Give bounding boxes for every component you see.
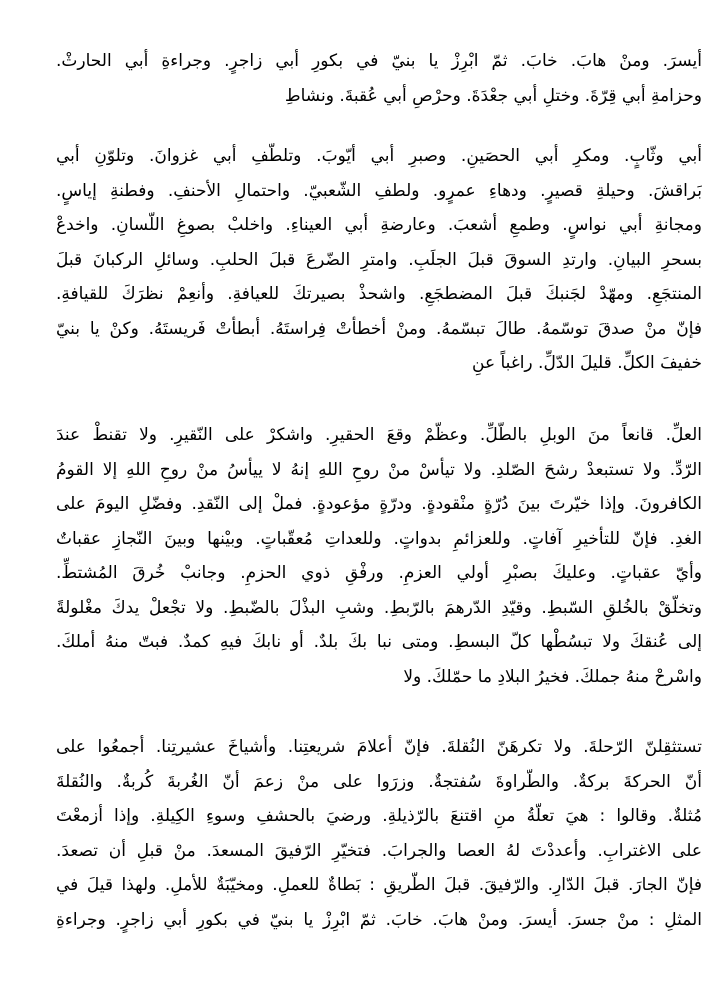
paragraph-2 — [56, 139, 702, 381]
text-line: أبي وثّابٍ. ومكرِ أبي الحصَينِ. وصبرِ أبي أيّوبَ. وتلطّفِ أبي غزوانَ. وتلوّنِ أبي — [56, 146, 702, 166]
paragraph-3 — [56, 418, 702, 694]
text-line: بَراقشَ. وحيلةِ قصيرٍ. ودهاءِ عمرٍو. ولطفِ الشّعبيّ. واحتمالِ الأحنفِ. وفطنةِ إياسٍ. — [56, 180, 702, 201]
paragraph-1 — [56, 44, 702, 113]
text-line: إلى عُنقكَ ولا تبسُطْها كلّ البسطِ. ومتى نبا بكَ بلدٌ. أو نابكَ فيهِ كمدٌ. فبتّ منهُ أملكَ. — [56, 632, 702, 652]
text-line: الرّدِّ. ولا تستبعدْ رشحَ الصّلدِ. ولا تيأسْ منْ روحِ اللهِ إنهُ لا ييأسُ منْ روحِ اللهِ إلا القومُ — [56, 459, 702, 480]
text-line: المنتجَعِ. ومهّدْ لجَنبكَ قبلَ المضطجَعِ. واشحذْ بصيرتكَ للعيافةِ. وأنعِمْ نظرَكَ للقيافةِ. — [56, 284, 702, 304]
text-line: وأيّ عقباتٍ. وعليكَ بصبْرِ أولي العزمِ. ورفْقِ ذوي الحزمِ. وجانبْ خُرقَ المُشتطِّ. — [56, 563, 702, 583]
text-line: ومجانةِ أبي نواسٍ. وطمعِ أشعبَ. وعارضةِ أبي العيناءِ. واخلبْ بصوغِ اللّسانِ. واخدعْ — [56, 215, 702, 235]
text-line: واسْرحْ منهُ جملكَ. فخيرُ البلادِ ما حمّلكَ. ولا — [403, 666, 702, 687]
text-line: المثلِ : منْ جسرَ. أيسرَ. ومنْ هابَ. خابَ. ثمّ ابْرِزْ يا بنيّ في بكورِ أبي زاجرٍ. وجراءةِ — [56, 909, 702, 930]
text-line: أنّ الحركةَ بركةٌ. والطّراوةَ سُفتجةٌ. وزرَوا على منْ زعمَ أنّ الغُربةَ كُربةٌ. والنُقلةَ — [56, 771, 702, 792]
text-line: العلِّ. قانعاً منَ الوبلِ بالطّلِّ. وعظّمْ وقعَ الحقيرِ. واشكرْ على النّقيرِ. ولا تقنطْ عندَ — [56, 425, 702, 445]
text-line: الكافرونَ. وإذا خيّرتَ بينَ دُرّةٍ منْقودةٍ. ودرّةٍ مؤعودةٍ. فملْ إلى النّقدِ. وفضّلِ اليومَ على — [56, 494, 702, 514]
text-line: على الاغترابِ. وأعددْتَ لهُ العصا والجرابَ. فتخيّرِ الرّفيقَ المسعدَ. منْ قبلِ أن تصعدَ. — [56, 840, 702, 861]
text-line: خفيفَ الكلِّ. قليلَ الدّلِّ. راغباً عنِ — [472, 353, 702, 373]
text-line: مُثلةٌ. وقالوا : هيَ تعلّةُ منِ اقتنعَ بالرّذيلةِ. ورضيَ بالحشفِ وسوءِ الكِيلةِ. وإذا أزمعْتَ — [56, 806, 702, 826]
text-line: أيسرَ. ومنْ هابَ. خابَ. ثمّ ابْرِزْ يا بنيّ في بكورِ أبي زاجرٍ. وجراءةِ أبي الحارثْ. — [56, 51, 702, 71]
text-line: وتخلّقْ بالخُلقِ السّبطِ. وقيّدِ الدّرهمَ بالرّبطِ. وشبِ البذْلَ بالضّبطِ. ولا تجْعلْ يدكَ مغْلولةً — [56, 597, 702, 618]
paragraph-4 — [56, 730, 702, 937]
text-line: فإنّ الجارَ. قبلَ الدّارِ. والرّفيقَ. قبلَ الطّريقِ : بَطاةٌ للعملِ. ومخيّبَةٌ للأملِ. ولهذا قيلَ في — [56, 875, 702, 895]
text-line: الغدِ. فإنّ للتأخيرِ آفاتٍ. وللعزائمِ بدواتٍ. وللعداتِ مُعقّباتٍ. وبيْنها وبينَ النّجازِ عقباتٌ — [56, 528, 702, 549]
text-line: تستثقِلنّ الرّحلةَ. ولا تكرهَنّ النُقلةَ. فإنّ أعلامَ شريعتِنا. وأشياخَ عشيرتِنا. أجمعُوا على — [56, 737, 702, 757]
text-line: بسحرِ البيانِ. وارتدِ السوقَ قبلَ الجلَبِ. وامترِ الضّرعَ قبلَ الحلبِ. وسائلِ الركبانَ قبلَ — [56, 249, 702, 270]
text-line: فإنّ منْ صدقَ توسّمهُ. طالَ تبسّمهُ. ومنْ أخطأتْ فِراستَهُ. أبطأتْ فَريستَهُ. وكنْ يا بنيّ — [56, 318, 702, 339]
text-line: وحزامةِ أبي قِرّةَ. وختلِ أبي جعْدَةَ. وحرْصِ أبي عُقبةَ. ونشاطِ — [284, 85, 702, 106]
